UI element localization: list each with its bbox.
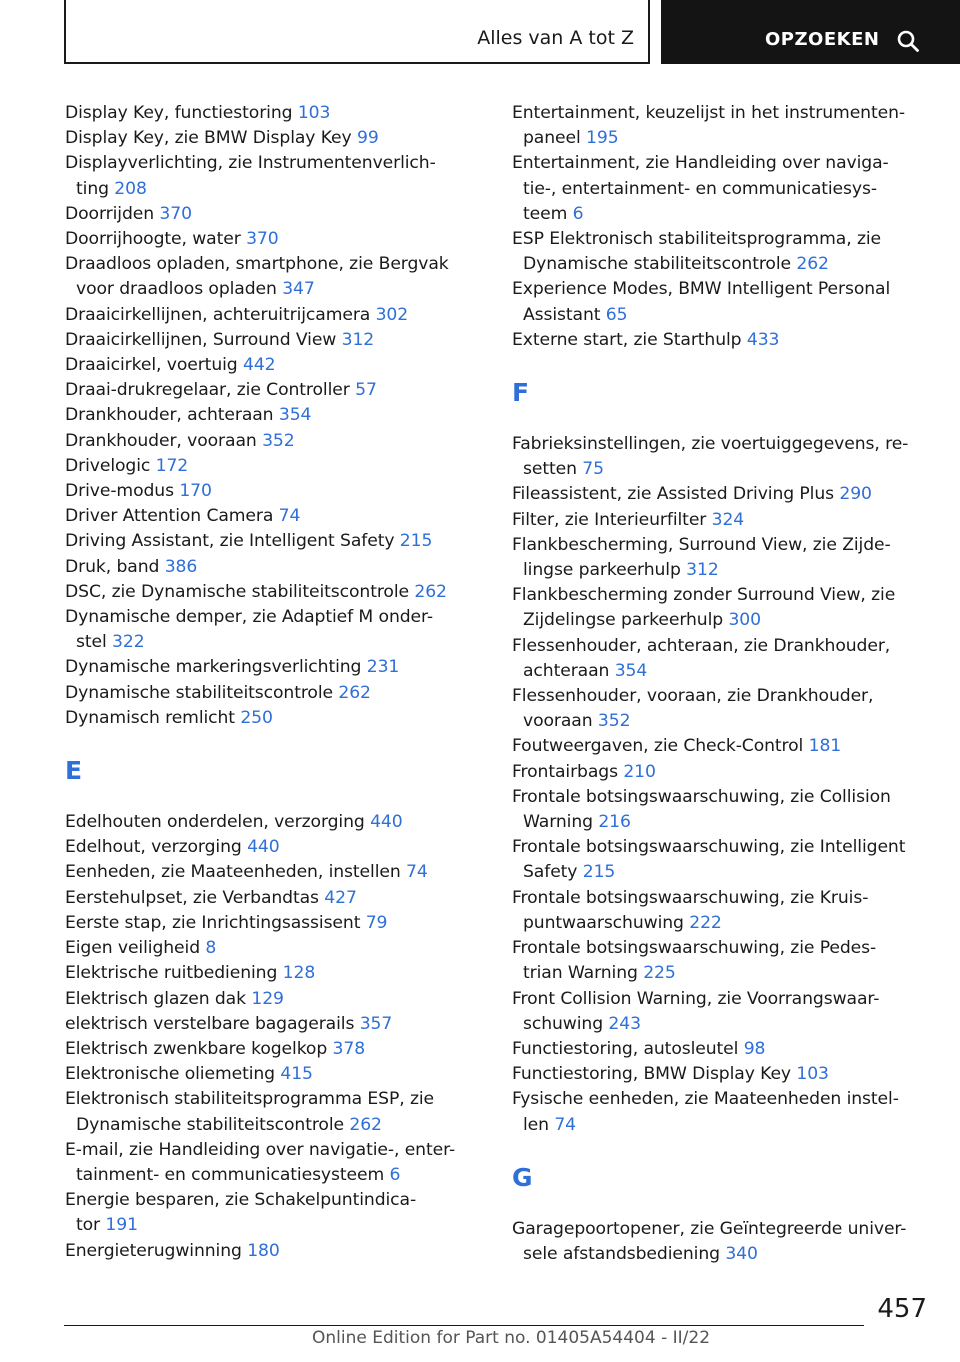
index-column-left: [65, 101, 485, 1264]
index-entry-text: Safety: [523, 862, 578, 883]
page-reference-link[interactable]: 302: [375, 304, 409, 325]
page-reference-link[interactable]: 225: [643, 963, 676, 984]
page-reference-link[interactable]: 433: [746, 329, 780, 350]
index-entry-text: setten: [523, 459, 577, 480]
page-reference-link[interactable]: 8: [205, 938, 217, 959]
index-entry-text: Elektrisch zwenkbare kogelkop: [65, 1038, 328, 1059]
index-entry-text: Eerstehulpset, zie Verbandtas: [65, 887, 319, 908]
index-entry: [512, 277, 932, 327]
index-entry: [65, 911, 485, 936]
page-reference-link[interactable]: 262: [414, 581, 447, 602]
index-entry-text: stel: [76, 632, 107, 653]
index-entry-text: Zijdelingse parkeerhulp: [523, 610, 724, 631]
page-reference-link[interactable]: 440: [370, 812, 403, 833]
page-reference-link[interactable]: 103: [297, 103, 331, 123]
index-entry: [65, 1239, 485, 1264]
search-button-label: OPZOEKEN: [765, 29, 880, 50]
page-reference-link[interactable]: 195: [586, 128, 619, 149]
index-entry-text: tainment- en communicatiesysteem: [76, 1164, 385, 1185]
index-entry: [65, 151, 485, 201]
index-entry: [512, 634, 932, 684]
index-entry-text: Driving Assistant, zie Intelligent Safety: [65, 531, 395, 552]
index-entry-text: Edelhout, verzorging: [65, 837, 242, 858]
index-entry-text: ting: [76, 178, 109, 199]
index-entry-text: voor draadloos opladen: [76, 279, 277, 300]
index-entry-text: Dynamische stabiliteitscontrole: [76, 1114, 344, 1135]
index-entry-text: Display Key, functiestoring: [65, 103, 293, 123]
page-reference-link[interactable]: 386: [164, 556, 198, 577]
index-entry-text: Warning: [523, 812, 593, 833]
index-entry-text: Elektrische ruitbediening: [65, 963, 278, 984]
index-entry-text: Dynamische stabiliteitscontrole: [523, 254, 791, 275]
page-reference-link[interactable]: 352: [262, 430, 295, 451]
index-entry-text: Elektronisch stabiliteitsprogramma ESP, zie: [65, 1089, 435, 1110]
page-reference-link[interactable]: 170: [179, 481, 212, 502]
page-reference-link[interactable]: 312: [341, 329, 375, 350]
index-entry-text: Drankhouder, vooraan: [65, 430, 257, 451]
index-entry: [512, 328, 932, 353]
index-entry-text: Driver Attention Camera: [65, 506, 274, 527]
index-entry: [65, 961, 485, 986]
page-reference-link[interactable]: 57: [355, 380, 377, 401]
index-entry: [65, 605, 485, 655]
index-entry-text: Flessenhouder, vooraan, zie Drankhouder,: [512, 686, 874, 707]
index-entry: [65, 987, 485, 1012]
index-entry-text: lingse parkeerhulp: [523, 560, 681, 581]
index-entry-text: Draaicirkel, voertuig: [65, 355, 238, 376]
index-entry: [65, 886, 485, 911]
page-reference-link[interactable]: 172: [155, 455, 189, 476]
index-entry: [512, 101, 932, 151]
index-entry-text: Flankbescherming zonder Surround View, zie: [512, 585, 896, 606]
index-entry-text: Dynamische markeringsverlichting: [65, 657, 362, 678]
search-icon: [897, 30, 919, 52]
page-reference-link[interactable]: 180: [247, 1240, 280, 1261]
index-entry-text: elektrisch verstelbare bagagerails: [65, 1013, 355, 1034]
index-entry: [65, 454, 485, 479]
index-entry-text: Filter, zie Interieurfilter: [512, 509, 707, 530]
index-entry: [65, 555, 485, 580]
page-reference-link[interactable]: 215: [399, 531, 433, 552]
index-entry-text: Entertainment, zie Handleiding over naviga-: [512, 153, 889, 174]
page-reference-link[interactable]: 370: [246, 229, 279, 250]
index-entry-text: Fileassistent, zie Assisted Driving Plus: [512, 484, 834, 505]
index-entry: [512, 533, 932, 583]
index-entry: [65, 353, 485, 378]
index-entry: [512, 734, 932, 759]
page-reference-link[interactable]: 354: [278, 405, 312, 426]
index-entry-text: Elektrisch glazen dak: [65, 988, 246, 1009]
page-reference-link[interactable]: 216: [598, 812, 631, 833]
index-entry-text: Dynamische stabiliteitscontrole: [65, 682, 333, 703]
page-reference-link[interactable]: 181: [808, 736, 842, 757]
index-entry-text: Eerste stap, zie Inrichtingsassisent: [65, 912, 361, 933]
header-rule-right: [648, 0, 650, 64]
index-entry-text: Doorrijhoogte, water: [65, 229, 241, 250]
index-entry: [65, 328, 485, 353]
index-entry-text: Eigen veiligheid: [65, 938, 201, 959]
page-reference-link[interactable]: 210: [623, 761, 656, 782]
page-reference-link[interactable]: 75: [582, 459, 604, 480]
index-entry-text: Garagepoortopener, zie Geïntegreerde univer-: [512, 1218, 907, 1239]
index-entry: [512, 227, 932, 277]
index-entry: [512, 785, 932, 835]
index-entry: [65, 1062, 485, 1087]
index-entry-text: Elektronische oliemeting: [65, 1064, 275, 1085]
page-reference-link[interactable]: 370: [159, 203, 192, 224]
index-entry-text: len: [523, 1114, 549, 1135]
index-entry-text: Experience Modes, BMW Intelligent Personal: [512, 279, 891, 300]
index-entry: [65, 860, 485, 885]
page-reference-link[interactable]: 262: [349, 1114, 382, 1135]
page-reference-link[interactable]: 208: [114, 178, 147, 199]
index-entry-text: Drivelogic: [65, 455, 151, 476]
index-entry: [65, 429, 485, 454]
section-title: Alles van A tot Z: [477, 27, 634, 49]
index-entry: [65, 1138, 485, 1188]
page-reference-link[interactable]: 262: [338, 682, 371, 703]
index-entry: [512, 482, 932, 507]
index-entry-text: Assistant: [523, 304, 601, 325]
index-entry: [65, 655, 485, 680]
page-reference-link[interactable]: 222: [689, 912, 722, 933]
page-reference-link[interactable]: 322: [112, 632, 145, 653]
index-entry: [512, 1087, 932, 1137]
index-entry: [65, 1012, 485, 1037]
index-entry: [65, 101, 485, 126]
page-reference-link[interactable]: 231: [366, 657, 400, 678]
page-reference-link[interactable]: 65: [605, 304, 628, 325]
index-entry-text: Frontale botsingswaarschuwing, zie Kruis-: [512, 887, 869, 908]
footer-rule: [64, 1325, 864, 1326]
page-reference-link[interactable]: 243: [608, 1013, 641, 1034]
index-entry-text: Doorrijden: [65, 203, 155, 224]
index-entry-text: puntwaarschuwing: [523, 912, 684, 933]
index-entry: [512, 1217, 932, 1267]
index-entry: [65, 378, 485, 403]
index-entry-text: Drive-modus: [65, 481, 174, 502]
index-entry: [65, 529, 485, 554]
page-reference-link[interactable]: 79: [365, 912, 388, 933]
index-entry: [65, 479, 485, 504]
page-reference-link[interactable]: 340: [725, 1243, 758, 1264]
page-header: [0, 0, 960, 66]
index-entry-text: Entertainment, keuzelijst in het instrumenten-: [512, 103, 905, 123]
index-entry-text: sele afstandsbediening: [523, 1243, 720, 1264]
index-entry: [512, 1037, 932, 1062]
index-entry-text: Flessenhouder, achteraan, zie Drankhouder,: [512, 635, 891, 656]
page-reference-link[interactable]: 290: [839, 484, 872, 505]
index-entry: [512, 1062, 932, 1087]
index-entry: [512, 684, 932, 734]
page-reference-link[interactable]: 347: [282, 279, 315, 300]
page-reference-link[interactable]: 215: [582, 862, 616, 883]
index-entry: [65, 1037, 485, 1062]
index-entry-text: Edelhouten onderdelen, verzorging: [65, 812, 365, 833]
page-reference-link[interactable]: 354: [614, 660, 648, 681]
index-entry-text: Dynamisch remlicht: [65, 707, 235, 728]
index-entry-text: E-mail, zie Handleiding over navigatie-, enter-: [65, 1139, 456, 1160]
index-letter-heading: F: [512, 378, 530, 408]
page-reference-link[interactable]: 99: [356, 128, 379, 149]
page-reference-link[interactable]: 312: [686, 560, 719, 581]
page-reference-link[interactable]: 352: [597, 711, 631, 732]
index-entry: [512, 835, 932, 885]
index-entry: [512, 583, 932, 633]
index-entry-text: Draaicirkellijnen, Surround View: [65, 329, 337, 350]
index-entry: [65, 706, 485, 731]
page-reference-link[interactable]: 6: [389, 1164, 401, 1185]
index-entry-text: teem: [523, 203, 568, 224]
index-entry: [65, 1188, 485, 1238]
page-reference-link[interactable]: 262: [796, 254, 829, 275]
index-entry-text: Frontale botsingswaarschuwing, zie Collision: [512, 786, 891, 807]
index-column-right: [512, 101, 932, 1267]
index-entry: [65, 126, 485, 151]
index-entry-text: vooraan: [523, 711, 593, 732]
page-reference-link[interactable]: 324: [711, 509, 745, 530]
header-rule-left: [64, 0, 66, 64]
index-entry: [65, 681, 485, 706]
index-entry-text: Energieterugwinning: [65, 1240, 242, 1261]
page-reference-link[interactable]: 6: [572, 203, 584, 224]
page-reference-link[interactable]: 440: [247, 837, 280, 858]
index-entry: [65, 303, 485, 328]
index-entry-text: Displayverlichting, zie Instrumentenverlich-: [65, 153, 436, 174]
page-reference-link[interactable]: 300: [728, 610, 761, 631]
page-reference-link[interactable]: 378: [332, 1038, 366, 1059]
index-entry-text: Drankhouder, achteraan: [65, 405, 274, 426]
page-reference-link[interactable]: 74: [406, 862, 428, 883]
page-number: 457: [877, 1294, 927, 1324]
index-entry-text: paneel: [523, 128, 581, 149]
index-entry-text: Flankbescherming, Surround View, zie Zijde-: [512, 534, 891, 555]
page-reference-link[interactable]: 191: [105, 1215, 138, 1236]
index-entry-text: tor: [76, 1215, 101, 1236]
index-entry: [65, 810, 485, 835]
index-entry: [512, 987, 932, 1037]
index-entry: [65, 252, 485, 302]
page-reference-link[interactable]: 442: [242, 355, 276, 376]
index-entry: [65, 403, 485, 428]
index-entry: [65, 227, 485, 252]
index-entry-text: Fabrieksinstellingen, zie voertuiggegevens, re-: [512, 434, 909, 455]
index-entry: [512, 151, 932, 227]
index-entry-text: Draaicirkellijnen, achteruitrijcamera: [65, 304, 371, 325]
index-entry: [65, 936, 485, 961]
index-entry: [512, 886, 932, 936]
index-entry: [65, 202, 485, 227]
page-reference-link[interactable]: 250: [240, 707, 273, 728]
index-entry-text: Front Collision Warning, zie Voorrangswaar-: [512, 988, 880, 1009]
index-entry-text: Draadloos opladen, smartphone, zie Bergvak: [65, 254, 449, 275]
index-entry-text: Functiestoring, BMW Display Key: [512, 1064, 792, 1085]
index-entry: [512, 936, 932, 986]
page-reference-link[interactable]: 129: [251, 988, 284, 1009]
page-reference-link[interactable]: 415: [280, 1064, 313, 1085]
search-button[interactable]: [661, 0, 960, 64]
index-entry-text: Foutweergaven, zie Check-Control: [512, 736, 804, 757]
index-entry-text: DSC, zie Dynamische stabiliteitscontrole: [65, 581, 409, 602]
index-entry: [65, 580, 485, 605]
index-entry: [512, 508, 932, 533]
index-entry-text: Draai-drukregelaar, zie Controller: [65, 380, 350, 401]
index-entry: [65, 504, 485, 529]
page-reference-link[interactable]: 74: [554, 1114, 576, 1135]
index-entry: [65, 835, 485, 860]
index-entry-text: trian Warning: [523, 963, 638, 984]
index-entry-text: Frontale botsingswaarschuwing, zie Pedes-: [512, 938, 877, 959]
index-entry-text: schuwing: [523, 1013, 604, 1034]
index-letter-heading: E: [65, 756, 83, 786]
index-entry: [512, 432, 932, 482]
index-entry-text: Energie besparen, zie Schakelpuntindica-: [65, 1190, 417, 1211]
index-entry-text: ESP Elektronisch stabiliteitsprogramma, zie: [512, 229, 882, 250]
index-entry-text: Externe start, zie Starthulp: [512, 329, 742, 350]
page-reference-link[interactable]: 357: [359, 1013, 393, 1034]
page-reference-link[interactable]: 74: [278, 506, 301, 527]
page-reference-link[interactable]: 128: [282, 963, 316, 984]
index-entry-text: Dynamische demper, zie Adaptief M onder-: [65, 607, 433, 628]
index-entry: [65, 1087, 485, 1137]
header-rule-bottom: [64, 62, 650, 64]
index-entry-text: Eenheden, zie Maateenheden, instellen: [65, 862, 401, 883]
index-entry-text: achteraan: [523, 660, 610, 681]
index-entry-text: Fysische eenheden, zie Maateenheden instel-: [512, 1089, 899, 1110]
index-entry-text: Frontairbags: [512, 761, 618, 782]
page-reference-link[interactable]: 427: [324, 887, 357, 908]
index-entry: [512, 760, 932, 785]
index-letter-heading: G: [512, 1162, 533, 1192]
page-reference-link[interactable]: 98: [743, 1038, 766, 1059]
index-entry-text: Frontale botsingswaarschuwing, zie Intelligent: [512, 837, 906, 858]
index-entry-text: Functiestoring, autosleutel: [512, 1038, 739, 1059]
index-entry-text: tie-, entertainment- en communicatiesys-: [523, 178, 877, 199]
index-entry-text: Display Key, zie BMW Display Key: [65, 128, 352, 149]
page-reference-link[interactable]: 103: [796, 1064, 829, 1085]
footer-edition: Online Edition for Part no. 01405A54404 - II/22: [312, 1328, 711, 1348]
index-entry-text: Druk, band: [65, 556, 160, 577]
